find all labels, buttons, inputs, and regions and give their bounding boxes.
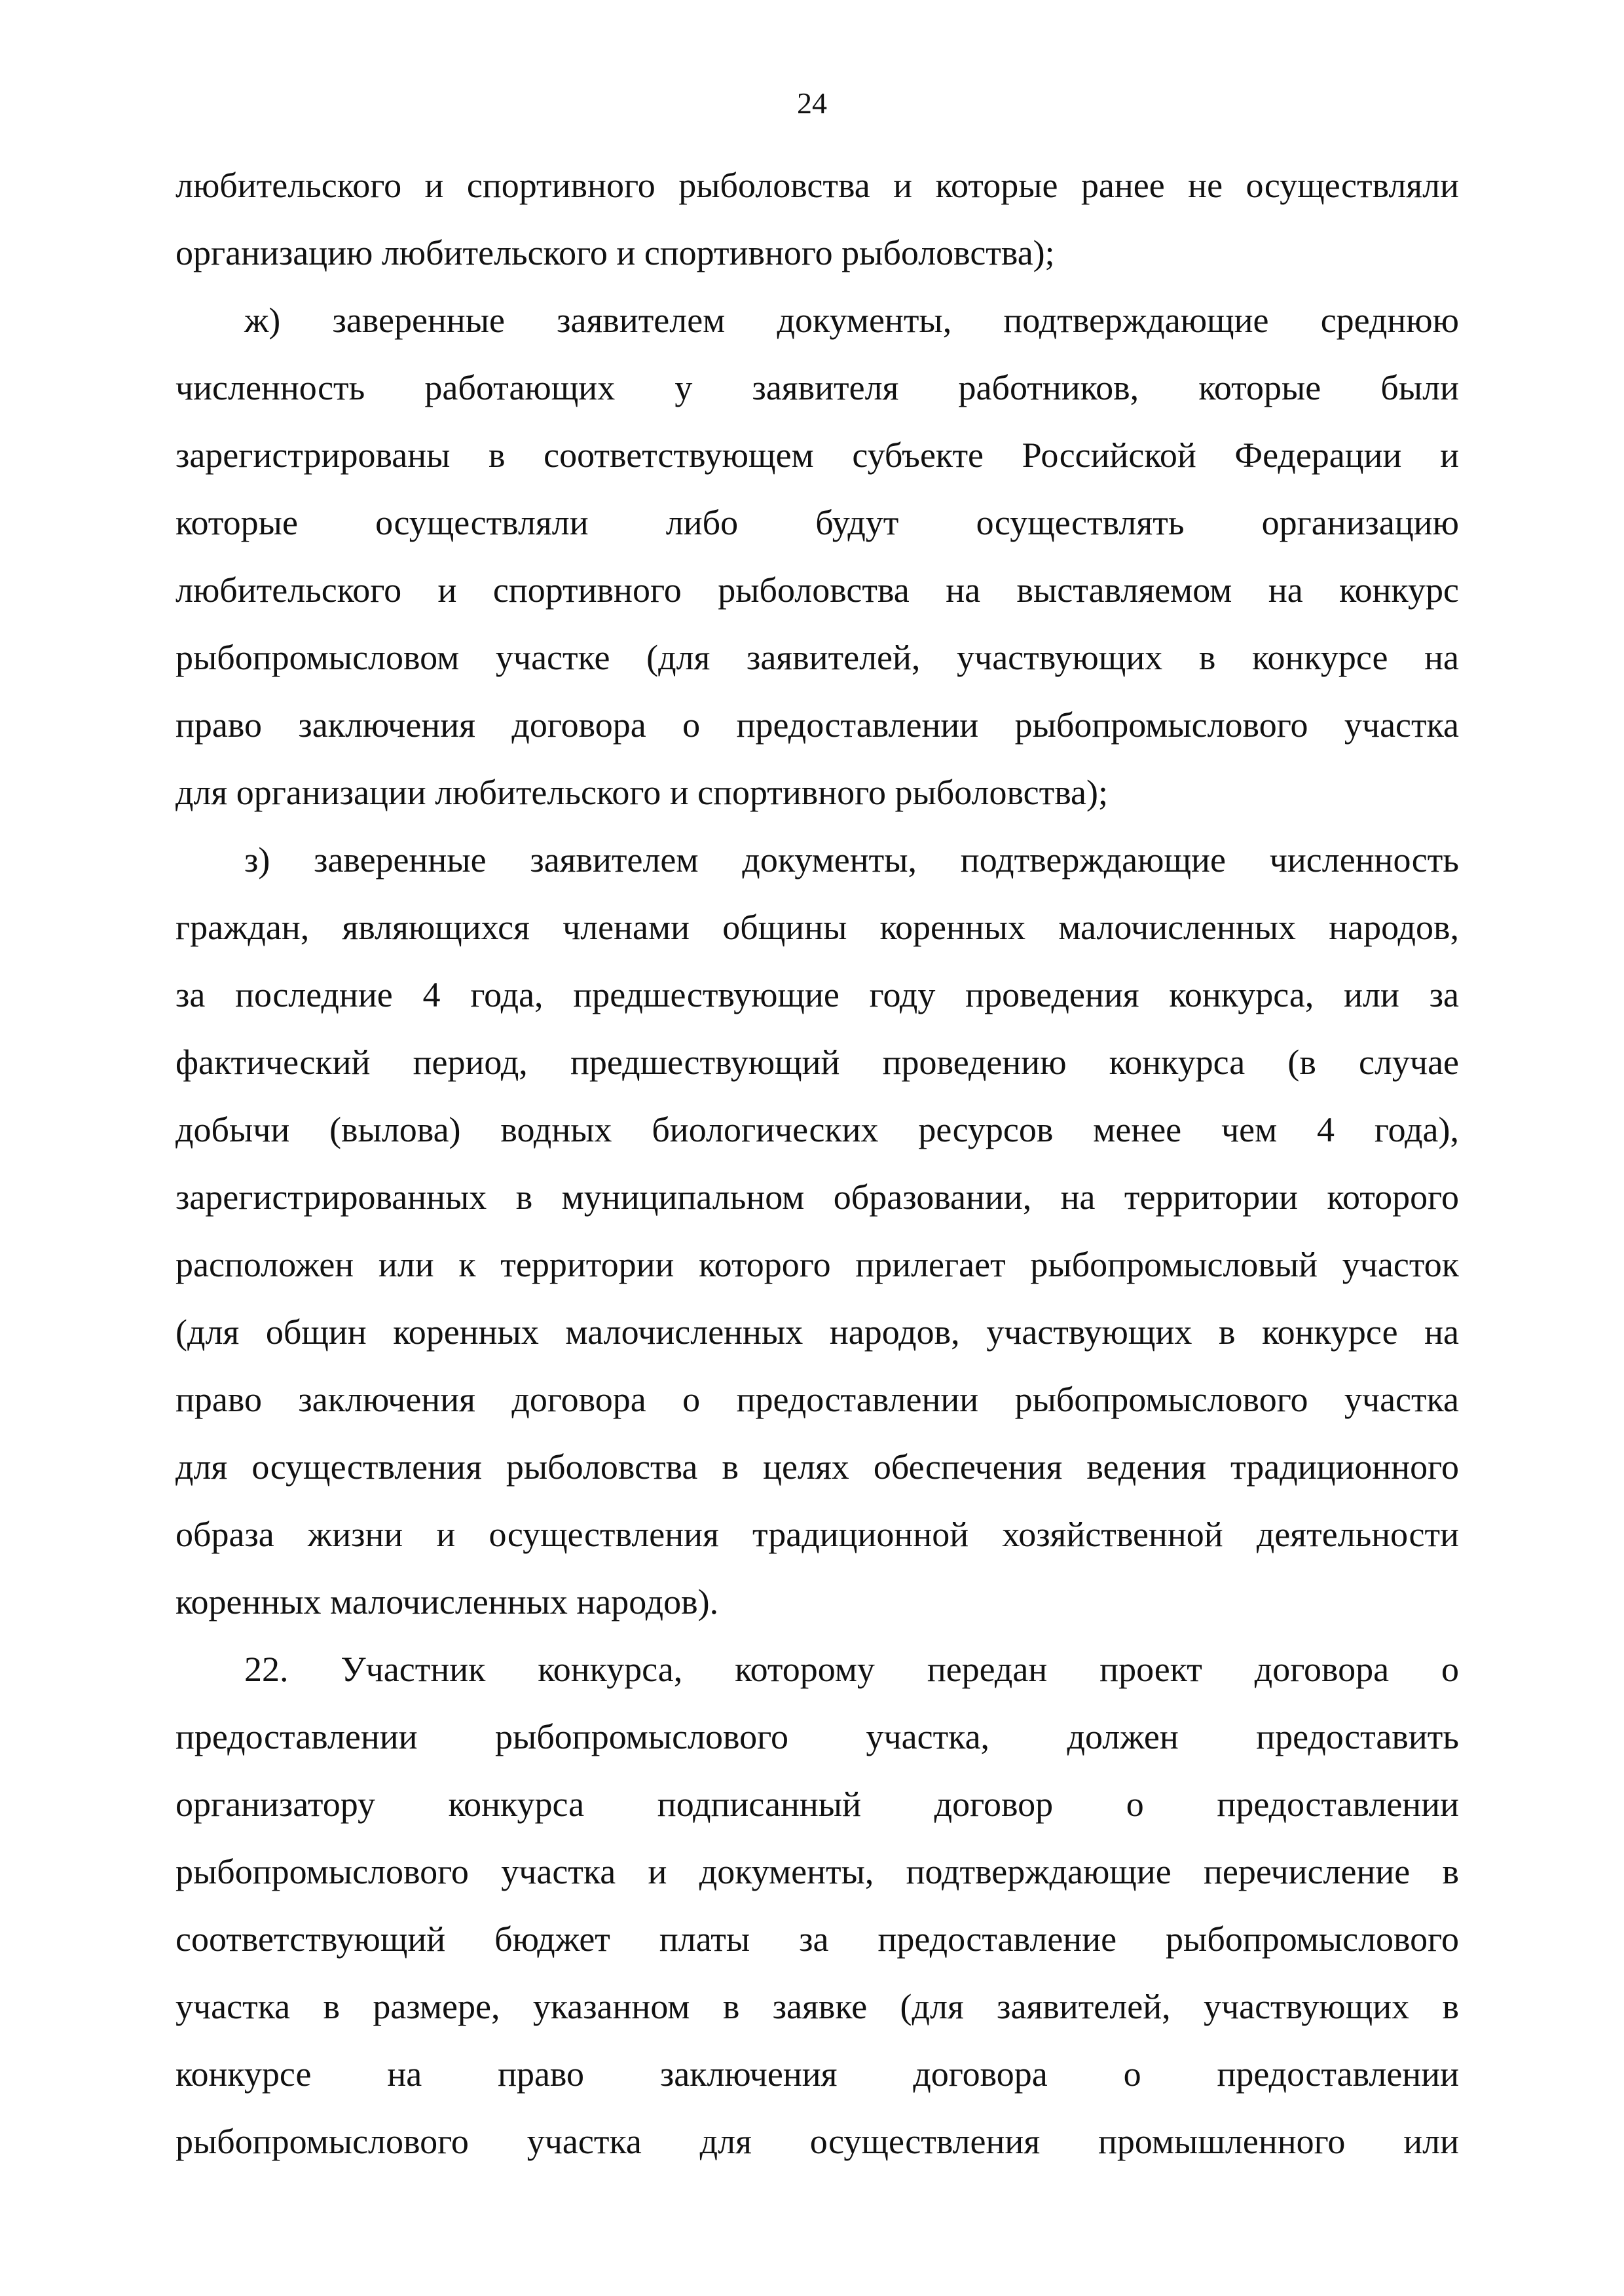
text-line: любительского и спортивного рыболовства и которые ранее не осуществляли (175, 166, 1459, 205)
text-line: рыбопромыслового участка для осуществления промышленного или (175, 2122, 1459, 2161)
text-line: образа жизни и осуществления традиционной хозяйственной деятельности (175, 1515, 1459, 1554)
text-line: (для общин коренных малочисленных народов, участвующих в конкурсе на (175, 1312, 1459, 1352)
text-line: для осуществления рыболовства в целях обеспечения ведения традиционного (175, 1447, 1459, 1487)
text-line: которые осуществляли либо будут осуществлять организацию (175, 503, 1459, 542)
document-body (175, 152, 1459, 2176)
text-line: любительского и спортивного рыболовства на выставляемом на конкурс (175, 570, 1459, 610)
text-line: расположен или к территории которого прилегает рыбопромысловый участок (175, 1245, 1459, 1284)
text-line: добычи (вылова) водных биологических ресурсов менее чем 4 года), (175, 1110, 1459, 1149)
text-line: организатору конкурса подписанный договор о предоставлении (175, 1785, 1459, 1824)
text-line: организацию любительского и спортивного рыболовства); (175, 233, 1055, 272)
text-line: ж) заверенные заявителем документы, подтверждающие среднюю (244, 301, 1459, 340)
text-line: з) заверенные заявителем документы, подтверждающие численность (244, 840, 1459, 880)
text-line: участка в размере, указанном в заявке (для заявителей, участвующих в (175, 1987, 1459, 2026)
text-line: коренных малочисленных народов). (175, 1582, 719, 1621)
text-line: право заключения договора о предоставлении рыбопромыслового участка (175, 705, 1459, 745)
text-line: численность работающих у заявителя работников, которые были (175, 368, 1459, 407)
text-line: фактический период, предшествующий проведению конкурса (в случае (175, 1043, 1459, 1082)
text-line: соответствующий бюджет платы за предоставление рыбопромыслового (175, 1919, 1459, 1959)
text-line: 22. Участник конкурса, которому передан проект договора о (244, 1650, 1459, 1689)
text-line: рыбопромысловом участке (для заявителей, участвующих в конкурсе на (175, 638, 1459, 677)
text-line: зарегистрированы в соответствующем субъекте Российской Федерации и (175, 435, 1459, 475)
text-line: за последние 4 года, предшествующие году проведения конкурса, или за (175, 975, 1459, 1014)
text-line: зарегистрированных в муниципальном образовании, на территории которого (175, 1177, 1459, 1217)
text-line: конкурсе на право заключения договора о предоставлении (175, 2054, 1459, 2094)
text-line: предоставлении рыбопромыслового участка, должен предоставить (175, 1717, 1459, 1756)
text-line: рыбопромыслового участка и документы, подтверждающие перечисление в (175, 1852, 1459, 1891)
text-line: право заключения договора о предоставлении рыбопромыслового участка (175, 1380, 1459, 1419)
text-line: для организации любительского и спортивного рыболовства); (175, 773, 1108, 812)
text-line: граждан, являющихся членами общины коренных малочисленных народов, (175, 908, 1459, 947)
page-number: 24 (797, 86, 827, 120)
